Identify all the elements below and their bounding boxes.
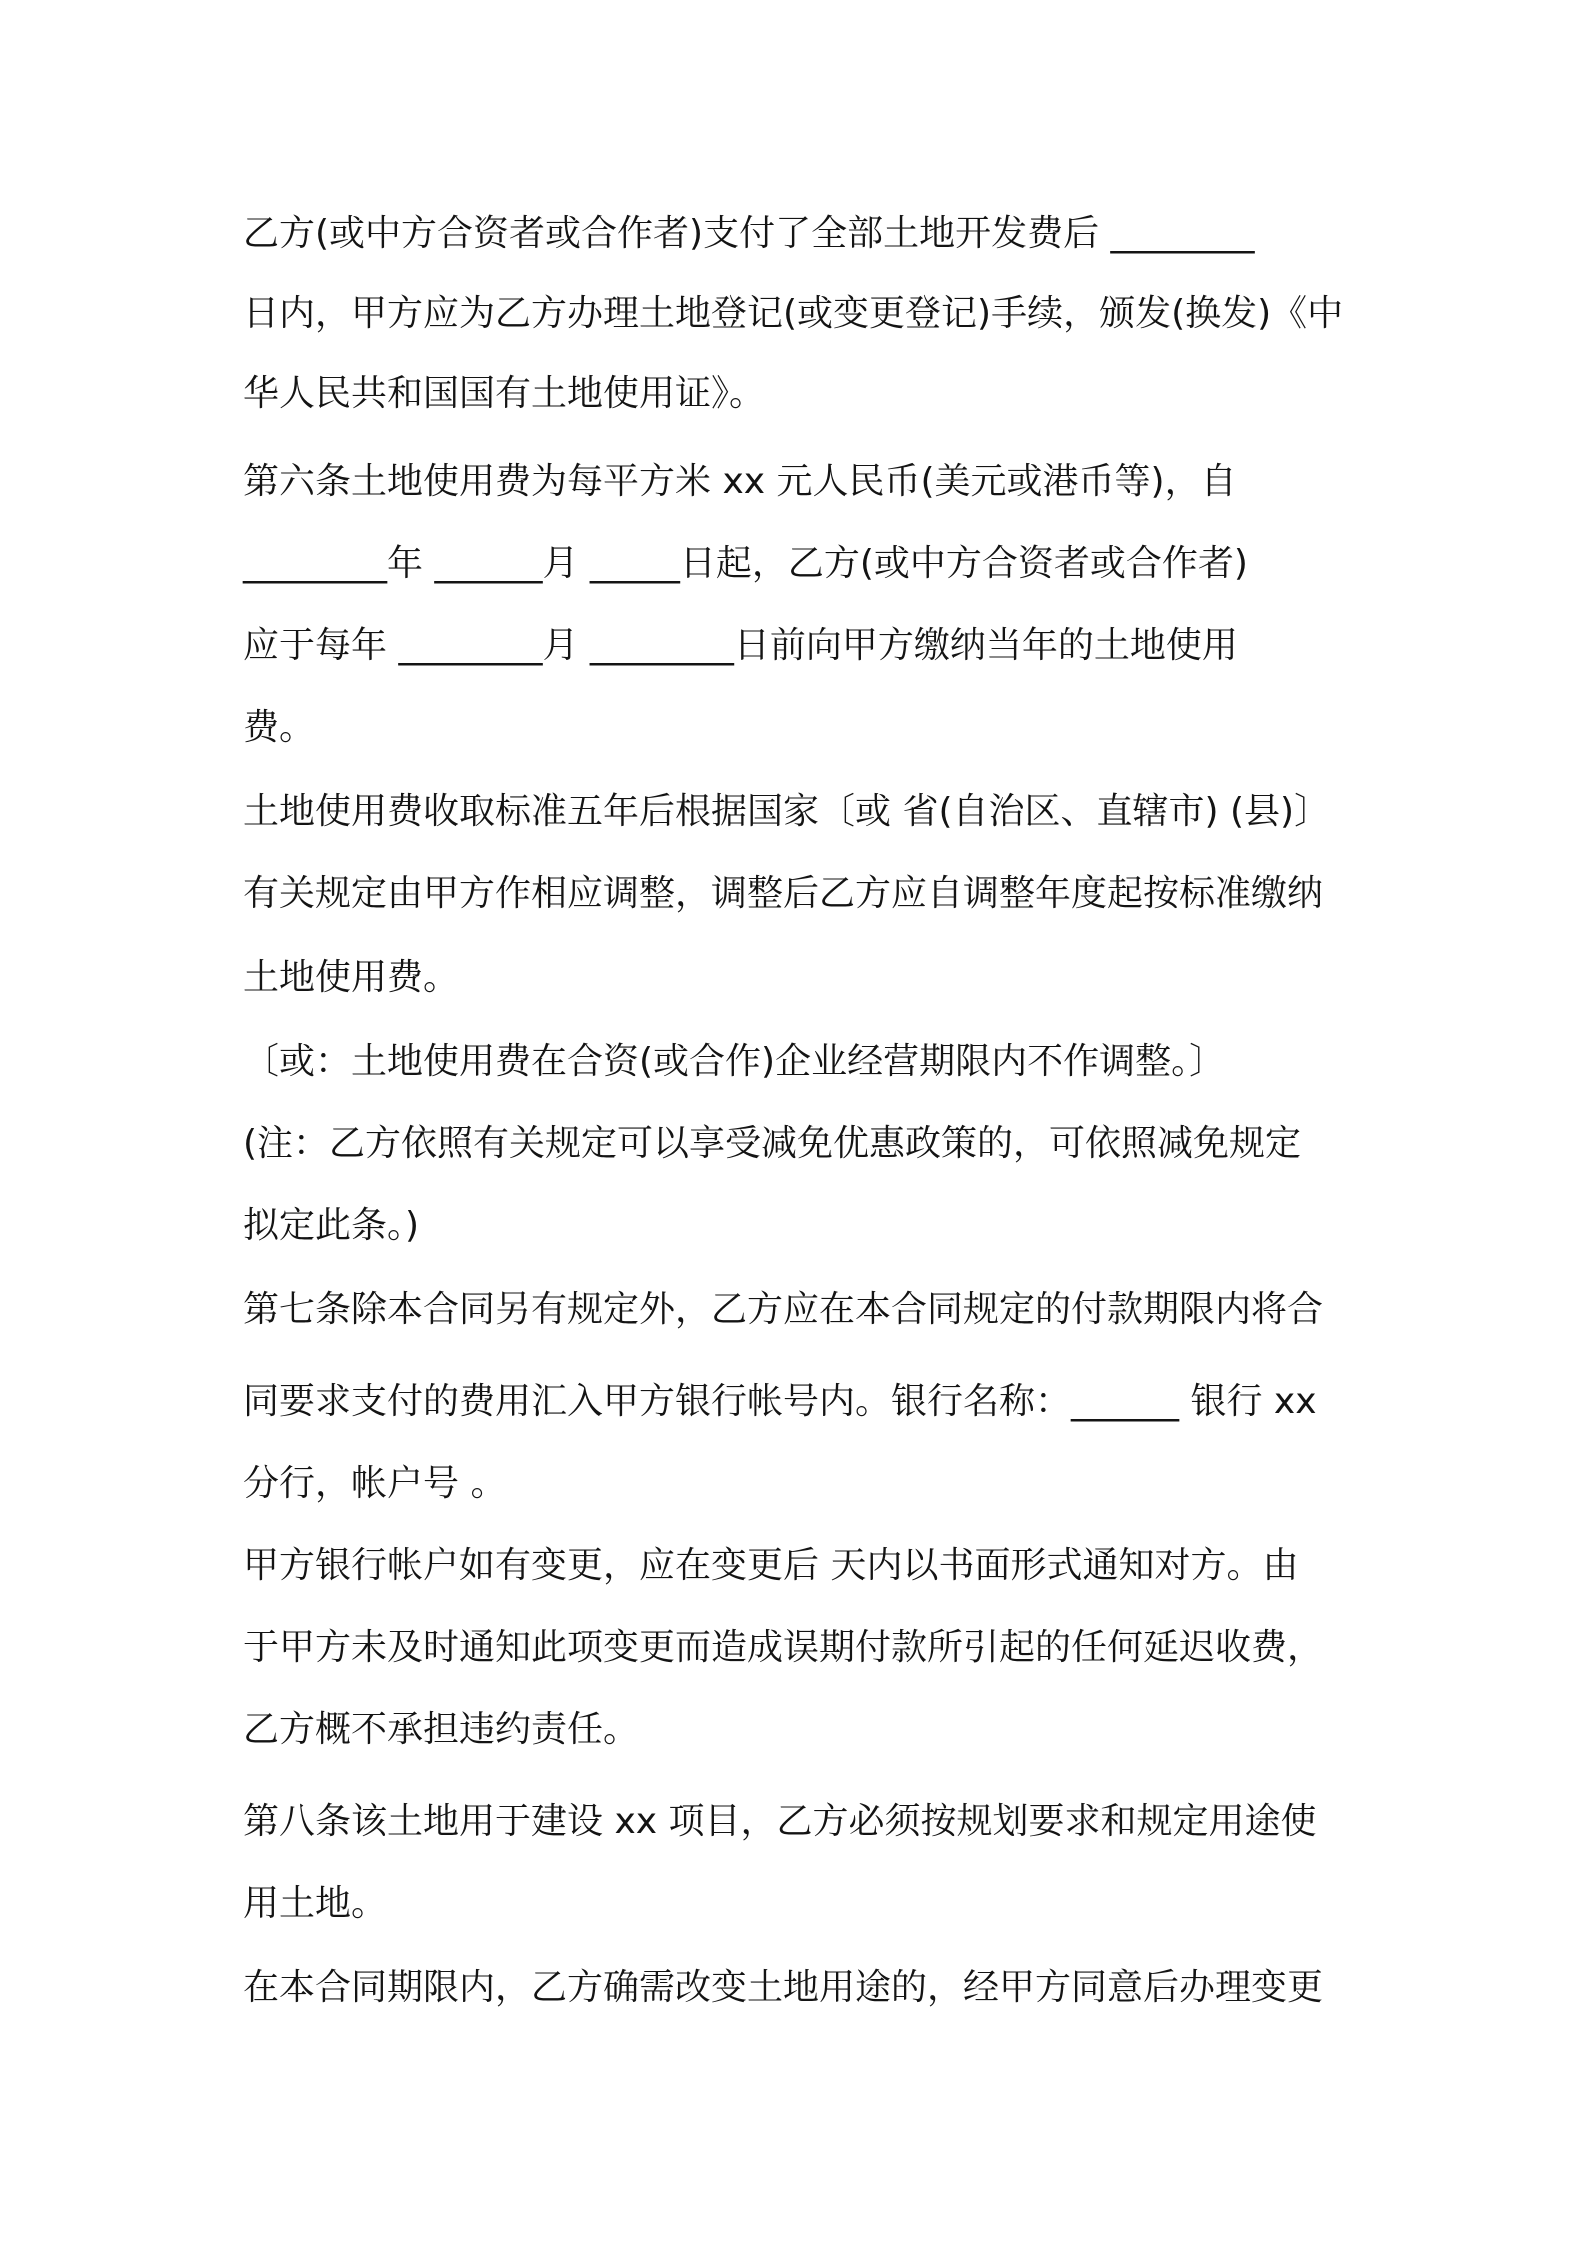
text-line: 用土地。	[243, 1883, 388, 1924]
text-line: 第八条该土地用于建设 xx 项目，乙方必须按规划要求和规定用途使	[243, 1801, 1317, 1842]
text-line: 有关规定由甲方作相应调整，调整后乙方应自调整年度起按标准缴纳	[243, 873, 1324, 914]
text-line: ________年 ______月 _____日起，乙方(或中方合资者或合作者)	[243, 543, 1248, 584]
text-line: 甲方银行帐户如有变更，应在变更后 天内以书面形式通知对方。由	[243, 1545, 1299, 1586]
text-line: 日内，甲方应为乙方办理土地登记(或变更登记)手续，颁发(换发)《中	[243, 293, 1344, 334]
text-line: 第七条除本合同另有规定外，乙方应在本合同规定的付款期限内将合	[243, 1289, 1324, 1330]
text-line: 于甲方未及时通知此项变更而造成误期付款所引起的任何延迟收费，	[243, 1627, 1324, 1668]
text-line: (注：乙方依照有关规定可以享受减免优惠政策的，可依照减免规定	[243, 1123, 1302, 1164]
text-line: 乙方概不承担违约责任。	[243, 1709, 640, 1750]
text-line: 应于每年 ________月 ________日前向甲方缴纳当年的土地使用	[243, 625, 1238, 666]
text-line: 土地使用费。	[243, 957, 460, 998]
text-line: 在本合同期限内，乙方确需改变土地用途的，经甲方同意后办理变更	[243, 1967, 1324, 2008]
text-line: 同要求支付的费用汇入甲方银行帐号内。银行名称：______ 银行 xx	[243, 1381, 1317, 1422]
text-line: 费。	[243, 707, 316, 748]
text-line: 〔或：土地使用费在合资(或合作)企业经营期限内不作调整。〕	[243, 1041, 1226, 1082]
text-line: 第六条土地使用费为每平方米 xx 元人民币(美元或港币等)，自	[243, 461, 1237, 502]
text-line: 土地使用费收取标准五年后根据国家〔或 省(自治区、直辖市) (县)〕	[243, 791, 1331, 832]
text-line: 分行，帐户号 。	[243, 1463, 507, 1504]
text-line: 乙方(或中方合资者或合作者)支付了全部土地开发费后 ________	[243, 213, 1255, 254]
text-line: 拟定此条。)	[243, 1205, 420, 1246]
text-line: 华人民共和国国有土地使用证》。	[243, 373, 766, 414]
